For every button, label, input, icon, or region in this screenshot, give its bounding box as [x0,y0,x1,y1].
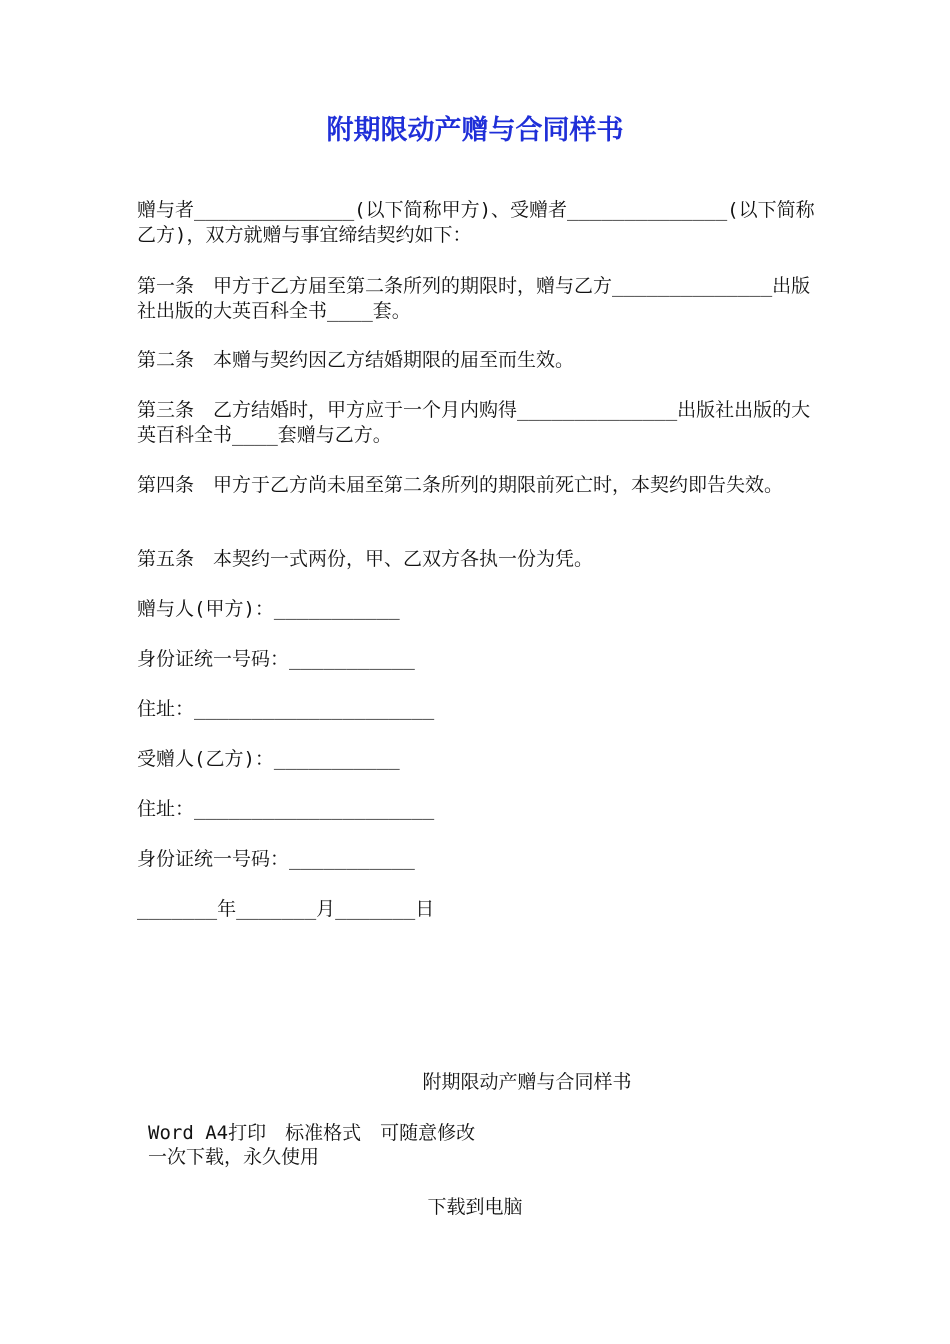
article-1: 第一条 甲方于乙方届至第二条所列的期限时，赠与乙方______________出版社出版的大英百科全书____套。 [137,275,811,322]
download-button[interactable]: 下载到电脑 [427,1196,523,1218]
article-4: 第四条 甲方于乙方尚未届至第二条所列的期限前死亡时，本契约即告失效。 [137,474,784,496]
donor-address-line: 住址：_____________________ [137,698,435,720]
date-line: _______年_______月_______日 [137,898,435,920]
document-title: 附期限动产赠与合同样书 [326,115,624,146]
donor-signature-line: 赠与人(甲方)：___________ [137,598,400,620]
article-2: 第二条 本赠与契约因乙方结婚期限的届至而生效。 [137,349,575,371]
promo-line-2: 一次下载，永久使用 [148,1146,320,1168]
donee-id-line: 身份证统一号码：___________ [137,848,415,870]
promo-line-1: Word A4打印 标准格式 可随意修改 [148,1122,476,1144]
donee-signature-line: 受赠人(乙方)：___________ [137,748,400,770]
donor-id-line: 身份证统一号码：___________ [137,648,415,670]
article-3: 第三条 乙方结婚时，甲方应于一个月内购得______________出版社出版的大英百科全书____套赠与乙方。 [137,399,811,446]
donee-address-line: 住址：_____________________ [137,798,435,820]
article-5: 第五条 本契约一式两份，甲、乙双方各执一份为凭。 [137,548,594,570]
intro-paragraph: 赠与者______________(以下简称甲方)、受赠者______________(以下简称乙方)，双方就赠与事宜缔结契约如下： [137,199,815,246]
footer-title: 附期限动产赠与合同样书 [422,1071,632,1093]
